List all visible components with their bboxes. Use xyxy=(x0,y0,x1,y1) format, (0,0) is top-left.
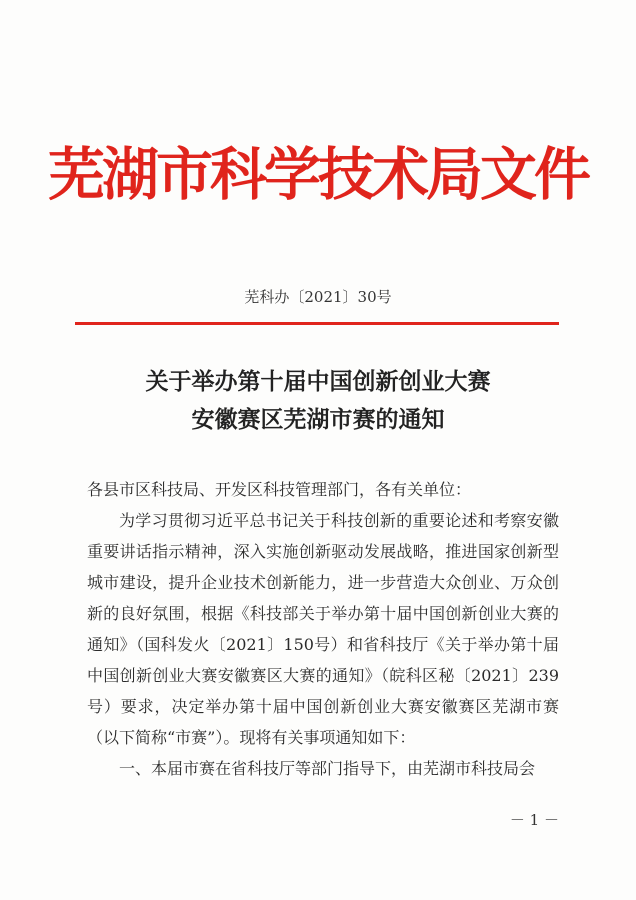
body-paragraph-1: 为学习贯彻习近平总书记关于科技创新的重要论述和考察安徽重要讲话指示精神，深入实施创新驱动发展战略，推进国家创新型城市建设，提升企业技术创新能力，进一步营造大众创业、万众创新的良好氛围，根据《科技部关于举办第十届中国创新创业大赛的通知》（国科发火〔2021〕150号）和省科技厅《关于举办第十届中国创新创业大赛安徽赛区大赛的通知》（皖科区秘〔2021〕239号）要求，决定举办第十届中国创新创业大赛安徽赛区芜湖市赛（以下简称“市赛”）。现将有关事项通知如下： xyxy=(87,511,559,747)
body-paragraph-2: 一、本届市赛在省科技厅等部门指导下，由芜湖市科技局会 xyxy=(119,759,536,778)
notice-title-line-1: 关于举办第十届中国创新创业大赛 xyxy=(145,368,491,395)
red-divider-line xyxy=(75,322,559,325)
masthead-title: 芜湖市科学技术局文件 xyxy=(48,141,588,208)
salutation: 各县市区科技局、开发区科技管理部门，各有关单位： xyxy=(87,480,472,499)
notice-title-line-2: 安徽赛区芜湖市赛的通知 xyxy=(191,406,445,433)
notice-title xyxy=(0,363,636,439)
notice-body xyxy=(87,474,559,784)
document-number: 芜科办〔2021〕30号 xyxy=(244,288,392,306)
page-number: － 1 － xyxy=(509,811,559,829)
